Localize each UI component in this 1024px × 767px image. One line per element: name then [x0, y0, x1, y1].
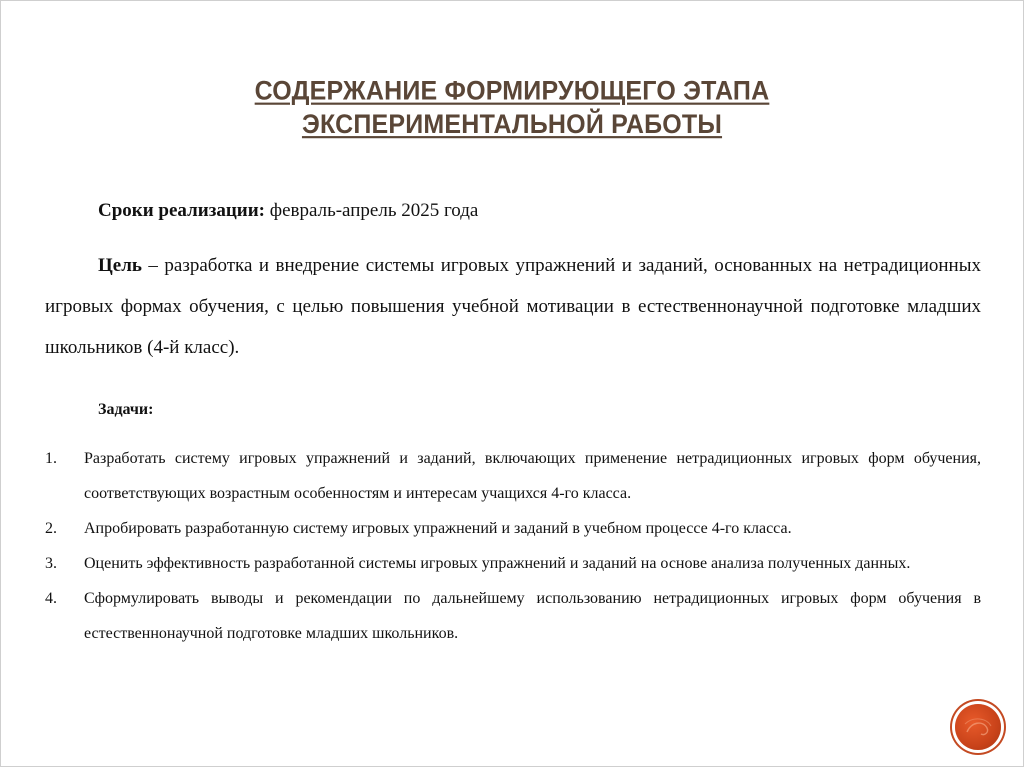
task-number: 1. [45, 450, 57, 467]
task-item-2 [45, 511, 981, 546]
task-item-3 [45, 546, 981, 581]
slide-title-line-1: СОДЕРЖАНИЕ ФОРМИРУЮЩЕГО ЭТАПА [254, 75, 770, 106]
task-text: Сформулировать выводы и рекомендации по дальнейшему использованию нетрадиционных игровых форм обучения в естественнонаучной подготовке младших школьников. [84, 590, 981, 642]
terms-label: Сроки реализации: [98, 200, 266, 221]
slide-title-line-2: ЭКСПЕРИМЕНТАЛЬНОЙ РАБОТЫ [301, 109, 723, 140]
tasks-list [45, 441, 981, 651]
goal-paragraph [45, 245, 981, 368]
task-text: Оценить эффективность разработанной системы игровых упражнений и заданий на основе анализа полученных данных. [84, 555, 911, 572]
goal-text: – разработка и внедрение системы игровых упражнений и заданий, основанных на нетрадиционных игровых формах обучения, с целью повышения учебной мотивации в естественнонаучной подготовке младших школьников (4-й класс). [45, 255, 981, 358]
task-text: Апробировать разработанную систему игровых упражнений и заданий в учебном процессе 4-го класса. [84, 520, 792, 537]
task-item-4 [45, 581, 981, 651]
tasks-heading: Задачи: [98, 401, 154, 418]
task-text: Разработать систему игровых упражнений и заданий, включающих применение нетрадиционных игровых форм обучения, соответствующих возрастным особенностям и интересам учащихся 4-го класса. [84, 450, 981, 502]
orange-circle-ornament-icon [955, 704, 1001, 750]
task-item-1 [45, 441, 981, 511]
task-number: 2. [45, 520, 57, 537]
task-number: 3. [45, 555, 57, 572]
task-number: 4. [45, 590, 57, 607]
implementation-terms [98, 198, 478, 224]
goal-label: Цель [98, 255, 142, 276]
slide-title [1, 75, 1023, 142]
terms-value: февраль-апрель 2025 года [265, 200, 479, 221]
ornament-swirl-icon [955, 704, 1001, 750]
